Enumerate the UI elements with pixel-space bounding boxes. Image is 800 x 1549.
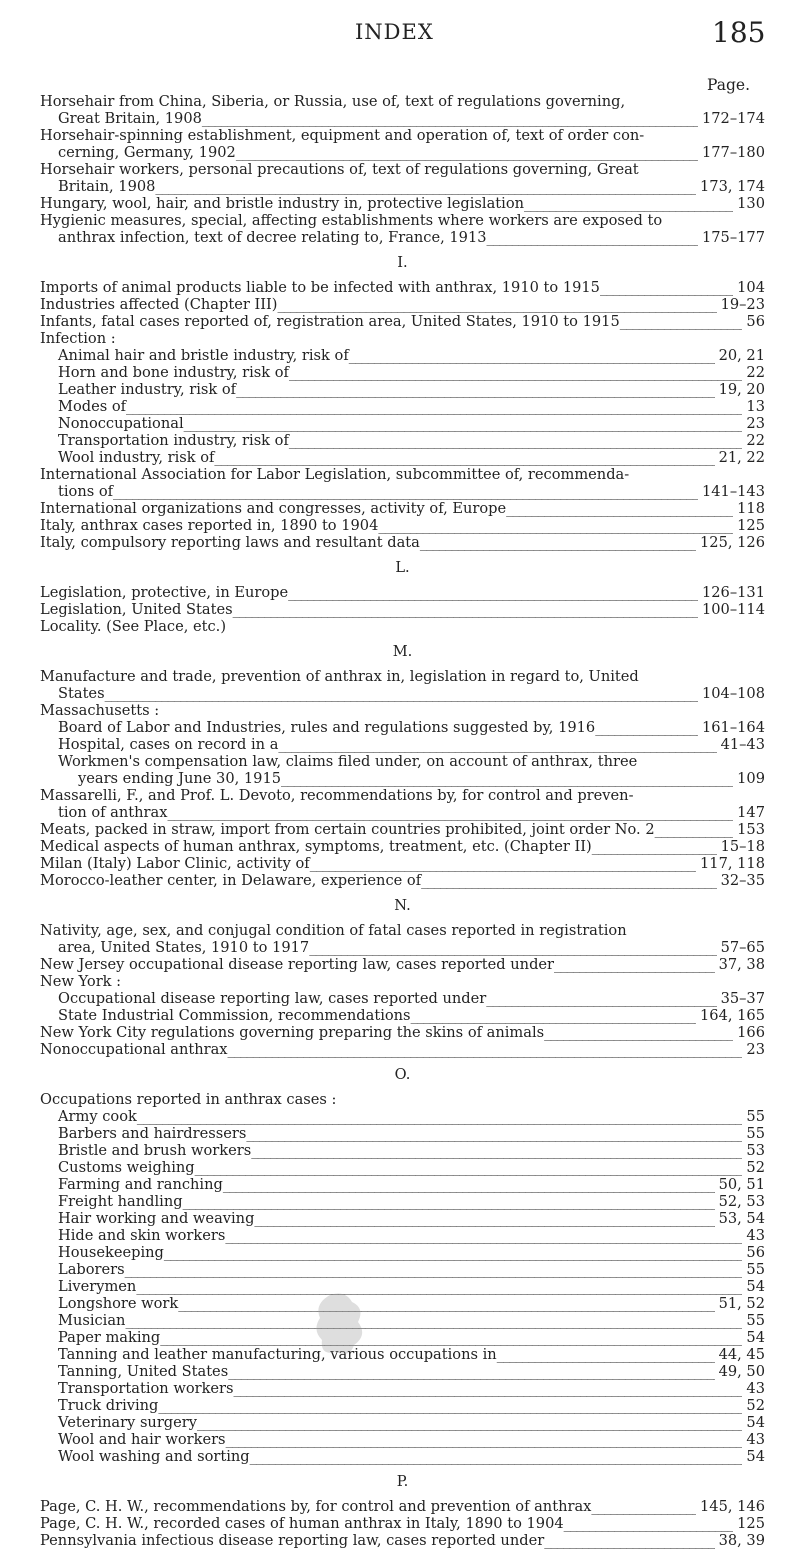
entry-text: Hygienic measures, special, affecting establishments where workers are exposed to — [40, 212, 663, 229]
entry-text: Musician — [58, 1312, 126, 1329]
dot-leader — [183, 1193, 765, 1210]
entry-page-ref: 49, 50 — [715, 1363, 765, 1380]
index-entry — [40, 1498, 765, 1515]
dot-leader — [506, 500, 765, 517]
entry-text: Transportation industry, risk of — [58, 432, 289, 449]
index-entry — [40, 1210, 765, 1227]
entry-page-ref: 147 — [733, 804, 765, 821]
index-entry — [40, 601, 765, 618]
index-entry — [40, 584, 765, 601]
index-entry — [40, 736, 765, 753]
entry-page-ref: 118 — [733, 500, 765, 517]
entry-text: cerning, Germany, 1902 — [58, 144, 236, 161]
index-entry — [40, 500, 765, 517]
page-column-heading: Page. — [707, 76, 750, 94]
entry-text: Massachusetts : — [40, 702, 160, 719]
entry-text: Occupations reported in anthrax cases : — [40, 1091, 337, 1108]
index-entry — [40, 1448, 765, 1465]
dot-leader — [226, 1431, 765, 1448]
entry-page-ref: 56 — [742, 1244, 765, 1261]
index-entry — [40, 534, 765, 551]
index-entry — [40, 296, 765, 313]
section-letter: P. — [396, 1473, 409, 1490]
index-entry — [40, 381, 765, 398]
entry-page-ref: 53 — [742, 1142, 765, 1159]
dot-leader — [234, 1380, 765, 1397]
index-entry — [40, 787, 765, 821]
entry-page-ref: 54 — [742, 1278, 765, 1295]
index-entry — [40, 1007, 765, 1024]
index-entry — [40, 922, 765, 956]
dot-leader — [137, 1108, 765, 1125]
entry-text: Hide and skin workers — [58, 1227, 226, 1244]
entry-page-ref: 166 — [733, 1024, 765, 1041]
index-entry — [40, 1159, 765, 1176]
index-entry — [40, 1312, 765, 1329]
entry-text: Industries affected (Chapter III) — [40, 296, 278, 313]
entry-text: Liverymen — [58, 1278, 137, 1295]
index-entry — [40, 973, 765, 990]
index-entry — [40, 313, 765, 330]
index-entry — [40, 1041, 765, 1058]
entry-page-ref: 54 — [742, 1329, 765, 1346]
index-entry — [40, 618, 765, 635]
entry-text: tions of — [58, 483, 114, 500]
entry-page-ref: 172–174 — [698, 110, 765, 127]
index-entry — [40, 1295, 765, 1312]
entry-page-ref: 22 — [742, 432, 765, 449]
index-entry — [40, 1532, 765, 1549]
entry-page-ref: 125 — [733, 1515, 765, 1532]
entry-page-ref: 104–108 — [698, 685, 765, 702]
entry-text: Farming and ranching — [58, 1176, 223, 1193]
dot-leader — [421, 872, 765, 889]
dot-leader — [349, 347, 765, 364]
entry-page-ref: 41–43 — [717, 736, 765, 753]
entry-text: Massarelli, F., and Prof. L. Devoto, recommendations by, for control and preven- — [40, 787, 634, 804]
entry-text: Locality. (See Place, etc.) — [40, 618, 227, 635]
index-entry — [40, 161, 765, 195]
entry-page-ref: 19–23 — [717, 296, 765, 313]
entry-page-ref: 56 — [742, 313, 765, 330]
entry-page-ref: 23 — [742, 415, 765, 432]
entry-page-ref: 177–180 — [698, 144, 765, 161]
dot-leader — [158, 1397, 765, 1414]
entry-text: Horn and bone industry, risk of — [58, 364, 289, 381]
entry-text: Barbers and hairdressers — [58, 1125, 247, 1142]
index-entry — [40, 415, 765, 432]
index-entry — [40, 872, 765, 889]
entry-text: Horsehair workers, personal precautions of, text of regulations governing, Great — [40, 161, 639, 178]
index-entry — [40, 719, 765, 736]
entry-text: Page, C. H. W., recorded cases of human anthrax in Italy, 1890 to 1904 — [40, 1515, 564, 1532]
section-letter: L. — [395, 559, 410, 576]
dot-leader — [281, 770, 765, 787]
index-entry — [40, 1227, 765, 1244]
index-entry — [40, 1380, 765, 1397]
entry-text: Animal hair and bristle industry, risk of — [58, 347, 349, 364]
index-entry — [40, 364, 765, 381]
index-entry — [40, 517, 765, 534]
entry-text: Wool and hair workers — [58, 1431, 226, 1448]
entry-text: Italy, anthrax cases reported in, 1890 to 1904 — [40, 517, 379, 534]
index-entry — [40, 753, 765, 787]
entry-text: Legislation, United States — [40, 601, 233, 618]
entry-page-ref: 100–114 — [698, 601, 765, 618]
index-entry — [40, 1431, 765, 1448]
index-entry — [40, 821, 765, 838]
entry-text: Britain, 1908 — [58, 178, 156, 195]
dot-leader — [254, 1210, 765, 1227]
dot-leader — [251, 1142, 765, 1159]
entry-page-ref: 43 — [742, 1227, 765, 1244]
ink-stain-mark — [310, 1290, 370, 1360]
dot-leader — [136, 1278, 765, 1295]
dot-leader — [160, 1329, 765, 1346]
entry-text: Tanning, United States — [58, 1363, 229, 1380]
index-entry — [40, 1142, 765, 1159]
entry-text: Leather industry, risk of — [58, 381, 237, 398]
entry-text: Medical aspects of human anthrax, symptoms, treatment, etc. (Chapter II) — [40, 838, 592, 855]
entry-text: Paper making — [58, 1329, 161, 1346]
entry-text: Customs weighing — [58, 1159, 195, 1176]
index-entry — [40, 398, 765, 415]
entry-text: Nativity, age, sex, and conjugal condition of fatal cases reported in registration — [40, 922, 627, 939]
index-entry — [40, 347, 765, 364]
entry-text: Italy, compulsory reporting laws and resultant data — [40, 534, 420, 551]
entry-page-ref: 54 — [742, 1448, 765, 1465]
entry-page-ref: 145, 146 — [696, 1498, 765, 1515]
index-entry — [40, 1278, 765, 1295]
entry-text: years ending June 30, 1915 — [78, 770, 282, 787]
entry-page-ref: 50, 51 — [715, 1176, 765, 1193]
dot-leader — [125, 1312, 765, 1329]
index-entry — [40, 466, 765, 500]
index-entry — [40, 1091, 765, 1108]
entry-text: Freight handling — [58, 1193, 183, 1210]
entry-page-ref: 109 — [733, 770, 765, 787]
index-entry — [40, 1515, 765, 1532]
entry-page-ref: 57–65 — [717, 939, 765, 956]
entry-page-ref: 164, 165 — [696, 1007, 765, 1024]
index-entry — [40, 702, 765, 719]
index-entry — [40, 1329, 765, 1346]
entry-page-ref: 35–37 — [717, 990, 765, 1007]
section-letter: N. — [394, 897, 411, 914]
entry-page-ref: 52 — [742, 1397, 765, 1414]
index-entry — [40, 279, 765, 296]
entry-text: Hospital, cases on record in a — [58, 736, 279, 753]
entry-text: Veterinary surgery — [58, 1414, 198, 1431]
index-entry — [40, 668, 765, 702]
dot-leader — [155, 178, 765, 195]
entry-text: New York : — [40, 973, 122, 990]
dot-leader — [202, 110, 765, 127]
index-entry — [40, 432, 765, 449]
index-entry — [40, 1346, 765, 1363]
entry-text: Modes of — [58, 398, 127, 415]
index-entry — [40, 1414, 765, 1431]
entry-page-ref: 55 — [742, 1125, 765, 1142]
running-head — [0, 0, 800, 60]
entry-page-ref: 32–35 — [717, 872, 765, 889]
dot-leader — [223, 1176, 765, 1193]
entry-page-ref: 55 — [742, 1108, 765, 1125]
dot-leader — [125, 1261, 765, 1278]
entry-page-ref: 19, 20 — [715, 381, 765, 398]
entry-text: Truck driving — [58, 1397, 159, 1414]
dot-leader — [524, 195, 765, 212]
dot-leader — [236, 144, 765, 161]
dot-leader — [289, 432, 765, 449]
entry-page-ref: 104 — [733, 279, 765, 296]
dot-leader — [544, 1024, 765, 1041]
entry-text: Laborers — [58, 1261, 125, 1278]
dot-leader — [164, 1244, 765, 1261]
index-entry — [40, 1108, 765, 1125]
entry-text: Transportation workers — [58, 1380, 234, 1397]
entry-text: Longshore work — [58, 1295, 179, 1312]
entry-text: Manufacture and trade, prevention of anthrax in, legislation in regard to, United — [40, 668, 639, 685]
dot-leader — [289, 364, 765, 381]
dot-leader — [309, 939, 765, 956]
dot-leader — [236, 381, 765, 398]
entry-page-ref: 22 — [742, 364, 765, 381]
entry-text: Nonoccupational anthrax — [40, 1041, 228, 1058]
entry-page-ref: 161–164 — [698, 719, 765, 736]
entry-text: International organizations and congresses, activity of, Europe — [40, 500, 507, 517]
entry-page-ref: 54 — [742, 1414, 765, 1431]
running-head-title: INDEX — [355, 20, 434, 44]
page-number: 185 — [712, 16, 766, 49]
entry-text: New York City regulations governing preparing the skins of animals — [40, 1024, 545, 1041]
entry-page-ref: 117, 118 — [696, 855, 765, 872]
index-entry — [40, 1176, 765, 1193]
entry-text: Nonoccupational — [58, 415, 184, 432]
entry-text: Hungary, wool, hair, and bristle industry in, protective legislation — [40, 195, 525, 212]
index-entry — [40, 127, 765, 161]
entry-page-ref: 43 — [742, 1380, 765, 1397]
dot-leader — [214, 449, 765, 466]
index-entry — [40, 1024, 765, 1041]
entry-page-ref: 13 — [742, 398, 765, 415]
index-entry — [40, 956, 765, 973]
entry-text: Wool washing and sorting — [58, 1448, 250, 1465]
entry-text: Morocco-leather center, in Delaware, experience of — [40, 872, 422, 889]
index-entry — [40, 990, 765, 1007]
dot-leader — [184, 415, 765, 432]
index-entry — [40, 93, 765, 127]
dot-leader — [167, 804, 765, 821]
dot-leader — [378, 517, 765, 534]
index-entry — [40, 838, 765, 855]
entry-text: Great Britain, 1908 — [58, 110, 202, 127]
entry-text: Housekeeping — [58, 1244, 164, 1261]
entry-text: Workmen's compensation law, claims filed under, on account of anthrax, three — [58, 753, 638, 770]
index-entry — [40, 1261, 765, 1278]
dot-leader — [225, 1227, 765, 1244]
index-entry — [40, 1397, 765, 1414]
dot-leader — [288, 584, 765, 601]
entry-text: Occupational disease reporting law, cases reported under — [58, 990, 487, 1007]
entry-text: Army cook — [58, 1108, 137, 1125]
index-entry — [40, 195, 765, 212]
entry-page-ref: 43 — [742, 1431, 765, 1448]
entry-text: Page, C. H. W., recommendations by, for control and prevention of anthrax — [40, 1498, 592, 1515]
entry-page-ref: 21, 22 — [715, 449, 765, 466]
entry-text: Meats, packed in straw, import from certain countries prohibited, joint order No. 2 — [40, 821, 655, 838]
dot-leader — [195, 1159, 765, 1176]
entry-page-ref: 37, 38 — [715, 956, 765, 973]
dot-leader — [277, 296, 765, 313]
entry-text: Milan (Italy) Labor Clinic, activity of — [40, 855, 310, 872]
entry-text: Legislation, protective, in Europe — [40, 584, 289, 601]
section-letter: O. — [394, 1066, 411, 1083]
dot-leader — [246, 1125, 765, 1142]
entry-text: States — [58, 685, 105, 702]
entry-page-ref: 173, 174 — [696, 178, 765, 195]
index-entry — [40, 1125, 765, 1142]
entry-text: Horsehair from China, Siberia, or Russia, use of, text of regulations governing, — [40, 93, 626, 110]
dot-leader — [233, 601, 765, 618]
entry-page-ref: 130 — [733, 195, 765, 212]
dot-leader — [113, 483, 765, 500]
entry-page-ref: 126–131 — [698, 584, 765, 601]
dot-leader — [105, 685, 765, 702]
dot-leader — [278, 736, 765, 753]
entry-text: Pennsylvania infectious disease reporting law, cases reported under — [40, 1532, 545, 1549]
entry-page-ref: 55 — [742, 1261, 765, 1278]
dot-leader — [126, 398, 765, 415]
dot-leader — [197, 1414, 765, 1431]
entry-text: Imports of animal products liable to be infected with anthrax, 1910 to 1915 — [40, 279, 600, 296]
entry-page-ref: 23 — [742, 1041, 765, 1058]
index-entry — [40, 449, 765, 466]
entry-page-ref: 20, 21 — [715, 347, 765, 364]
index-entry — [40, 330, 765, 347]
entry-page-ref: 125, 126 — [696, 534, 765, 551]
entry-page-ref: 44, 45 — [715, 1346, 765, 1363]
entry-page-ref: 175–177 — [698, 229, 765, 246]
entry-text: Infants, fatal cases reported of, registration area, United States, 1910 to 1915 — [40, 313, 620, 330]
entry-text: Tanning and leather manufacturing, various occupations in — [58, 1346, 497, 1363]
entry-text: anthrax infection, text of decree relating to, France, 1913 — [58, 229, 487, 246]
entry-text: Hair working and weaving — [58, 1210, 255, 1227]
index-entry — [40, 1244, 765, 1261]
entry-text: Bristle and brush workers — [58, 1142, 252, 1159]
entry-page-ref: 51, 52 — [715, 1295, 765, 1312]
entry-page-ref: 125 — [733, 517, 765, 534]
entry-text: tion of anthrax — [58, 804, 168, 821]
dot-leader — [228, 1041, 765, 1058]
entry-page-ref: 15–18 — [717, 838, 765, 855]
section-letter: M. — [392, 643, 413, 660]
entry-text: area, United States, 1910 to 1917 — [58, 939, 310, 956]
entry-text: Wool industry, risk of — [58, 449, 215, 466]
entry-text: New Jersey occupational disease reporting law, cases reported under — [40, 956, 555, 973]
entry-page-ref: 52, 53 — [715, 1193, 765, 1210]
entry-text: State Industrial Commission, recommendations — [58, 1007, 411, 1024]
index-entry — [40, 212, 765, 246]
entry-page-ref: 38, 39 — [715, 1532, 765, 1549]
entry-text: Board of Labor and Industries, rules and regulations suggested by, 1916 — [58, 719, 596, 736]
dot-leader — [178, 1295, 765, 1312]
entry-text: Infection : — [40, 330, 116, 347]
entry-page-ref: 55 — [742, 1312, 765, 1329]
entry-page-ref: 53, 54 — [715, 1210, 765, 1227]
entry-page-ref: 52 — [742, 1159, 765, 1176]
index-entry — [40, 1193, 765, 1210]
index-body — [40, 93, 765, 1549]
index-entry — [40, 855, 765, 872]
section-letter: I. — [397, 254, 408, 271]
dot-leader — [250, 1448, 765, 1465]
entry-text: Horsehair-spinning establishment, equipment and operation of, text of order con- — [40, 127, 645, 144]
entry-page-ref: 141–143 — [698, 483, 765, 500]
entry-text: International Association for Labor Legislation, subcommittee of, recommenda- — [40, 466, 630, 483]
entry-page-ref: 153 — [733, 821, 765, 838]
